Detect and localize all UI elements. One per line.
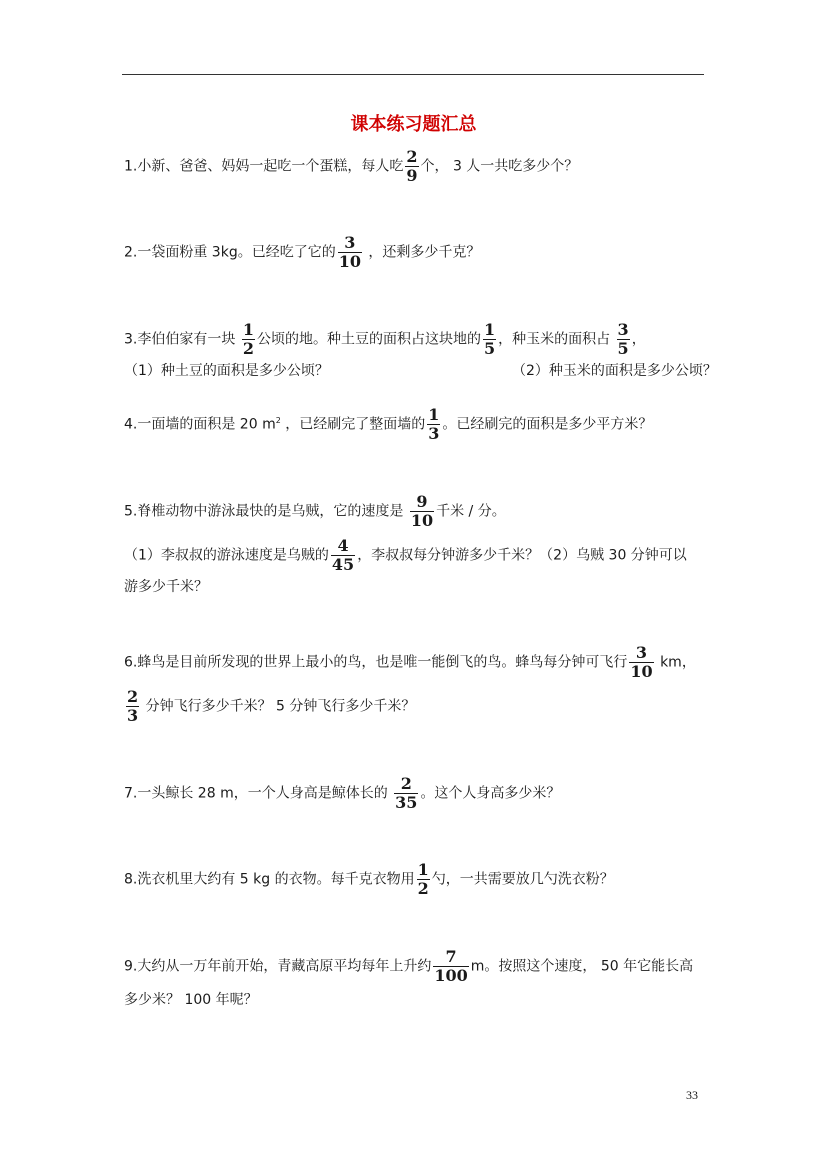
fraction: $\frac{9}{10}$ [410,492,434,530]
question-5-line-2: （1）李叔叔的游泳速度是乌贼的 $\frac{4}{45}$ ，李叔叔每分钟游多少千米？（2）乌贼 30 分钟可以 [124,536,687,574]
question-4: 4.一面墙的面积是 20 $m^2$ ，已经刷完了整面墙的 $\frac{1}{3}$ 。已经刷完的面积是多少平方米？ [124,405,653,443]
question-1: 1.小新、爸爸、妈妈一起吃一个蛋糕，每人吃 $\frac{2}{9}$ 个， 3 人一共吃多少个？ [124,147,579,185]
question-7: 7.一头鲸长 28 m，一个人身高是鲸体长的 $\frac{2}{35}$ 。这个人身高多少米？ [124,774,561,812]
question-6-line-2: $\frac{2}{3}$ 分钟飞行多少千米？ 5 分钟飞行多少千米？ [127,687,416,725]
fraction: $\frac{1}{3}$ [428,405,440,443]
question-3-part-2: （2）种玉米的面积是多少公顷？ [512,363,717,379]
fraction: $\frac{2}{9}$ [406,147,418,185]
fraction: $\frac{2}{3}$ [127,687,139,725]
question-9: 9.大约从一万年前开始，青藏高原平均每年上升约 $\frac{7}{100}$ m。按照这个速度， 50 年它能长高 [124,947,694,985]
question-8: 8.洗衣机里大约有 5 kg 的衣物。每千克衣物用 $\frac{1}{2}$ 勺，一共需要放几勺洗衣粉？ [124,860,614,898]
question-3: 3.李伯伯家有一块 $\frac{1}{2}$ 公顷的地。种土豆的面积占这块地的 $\frac{1}{5}$ ，种玉米的面积占 $\frac{3}{5}$ ， [124,320,646,358]
question-9-line-2: 多少米？ 100 年呢？ [124,992,258,1008]
page-title: 课本练习题汇总 [350,114,477,135]
fraction: $\frac{1}{5}$ [483,320,496,358]
question-3-part-1: （1）种土豆的面积是多少公顷？ [124,363,329,379]
question-5: 5.脊椎动物中游泳最快的是乌贼，它的速度是 $\frac{9}{10}$ 千米 / 分。 [124,492,506,530]
fraction: $\frac{7}{100}$ [434,947,468,985]
fraction: $\frac{2}{35}$ [395,774,418,812]
question-5-line-3: 游多少千米？ [124,579,208,595]
fraction: $\frac{3}{10}$ [630,643,653,681]
header-rule [122,74,704,75]
page-number: 33 [686,1088,698,1102]
question-6: 6.蜂鸟是目前所发现的世界上最小的鸟，也是唯一能倒飞的鸟。蜂鸟每分钟可飞行 $\frac{3}{10}$ km， [124,643,696,681]
fraction: $\frac{1}{2}$ [242,320,254,358]
fraction: $\frac{4}{45}$ [331,536,355,574]
fraction: $\frac{3}{10}$ [338,233,361,271]
fraction: $\frac{3}{5}$ [617,320,629,358]
question-2: 2.一袋面粉重 3kg。已经吃了它的 $\frac{3}{10}$ ，还剩多少千克？ [124,233,481,271]
fraction: $\frac{1}{2}$ [417,860,429,898]
